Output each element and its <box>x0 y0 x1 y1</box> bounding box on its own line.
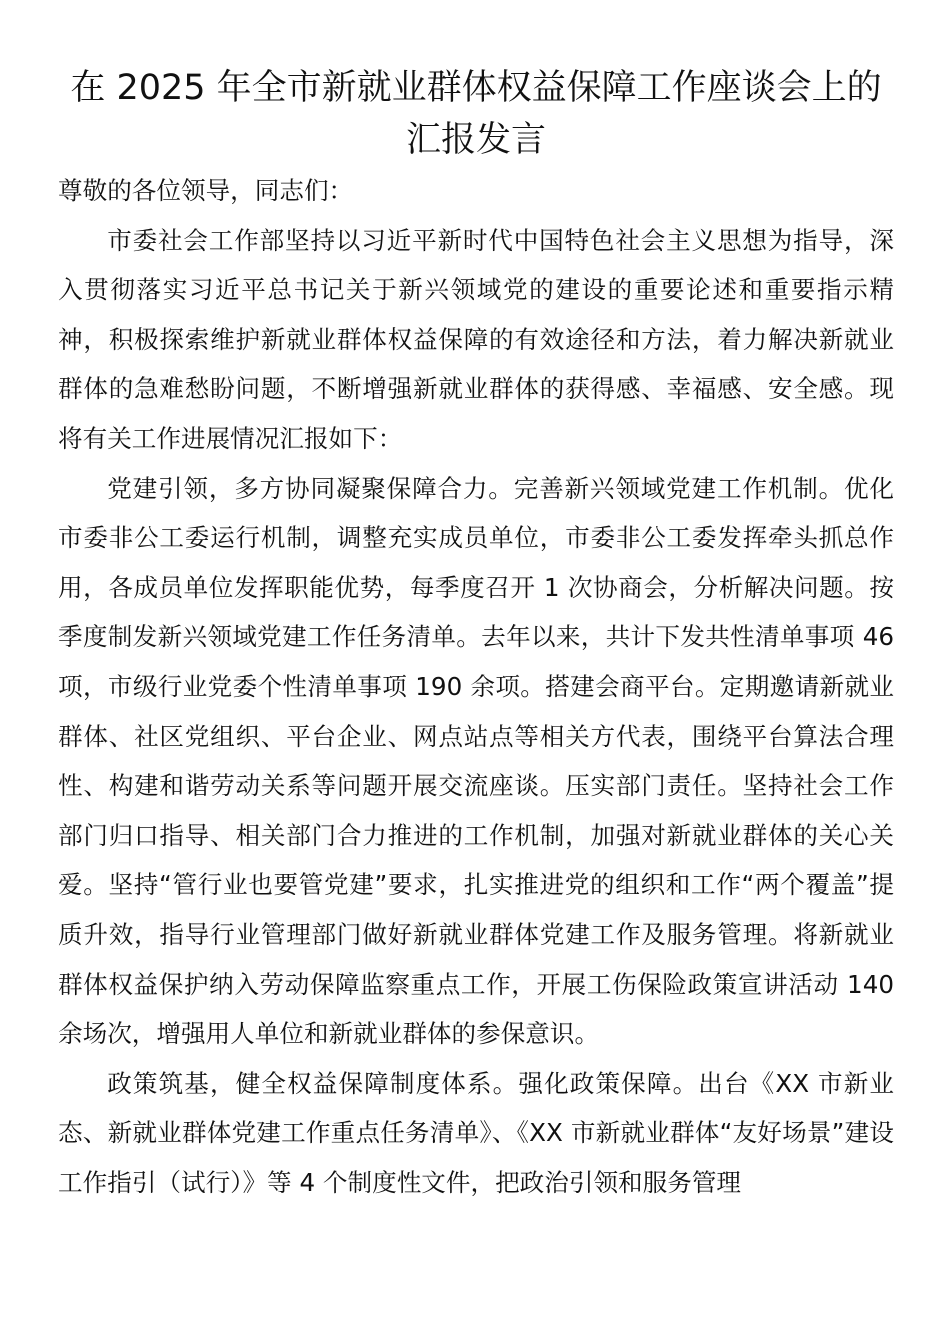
salutation: 尊敬的各位领导，同志们： <box>58 176 354 205</box>
document-body <box>58 166 894 1207</box>
paragraph-intro: 市委社会工作部坚持以习近平新时代中国特色社会主义思想为指导，深入贯彻落实习近平总书记关于新兴领域党的建设的重要论述和重要指示精神，积极探索维护新就业群体权益保障的有效途径和方法，着力解决新就业群体的急难愁盼问题，不断增强新就业群体的获得感、幸福感、安全感。现将有关工作进展情况汇报如下： <box>58 225 894 453</box>
paragraph-policy: 政策筑基，健全权益保障制度体系。强化政策保障。出台《XX 市新业态、新就业群体党建工作重点任务清单》、《XX 市新就业群体“友好场景”建设工作指引（试行）》等 4 个制度性文件，把政治引领和服务管理 <box>58 1068 894 1197</box>
paragraph-party-building: 党建引领，多方协同凝聚保障合力。完善新兴领域党建工作机制。优化市委非公工委运行机制，调整充实成员单位，市委非公工委发挥牵头抓总作用，各成员单位发挥职能优势，每季度召开 1 次协商会，分析解决问题。按季度制发新兴领域党建工作任务清单。去年以来，共计下发共性清单事项 46 项，市级行业党委个性清单事项 190 余项。搭建会商平台。定期邀请新就业群体、社区党组织、平台企业、网点站点等相关方代表，围绕平台算法合理性、构建和谐劳动关系等问题开展交流座谈。压实部门责任。坚持社会工作部门归口指导、相关部门合力推进的工作机制，加强对新就业群体的关心关爱。坚持“管行业也要管党建”要求，扎实推进党的组织和工作“两个覆盖”提质升效，指导行业管理部门做好新就业群体党建工作及服务管理。将新就业群体权益保护纳入劳动保障监察重点工作，开展工伤保险政策宣讲活动 140 余场次，增强用人单位和新就业群体的参保意识。 <box>58 473 894 1049</box>
document-title: 在 2025 年全市新就业群体权益保障工作座谈会上的汇报发言 <box>70 68 882 160</box>
document-page <box>58 62 894 1207</box>
